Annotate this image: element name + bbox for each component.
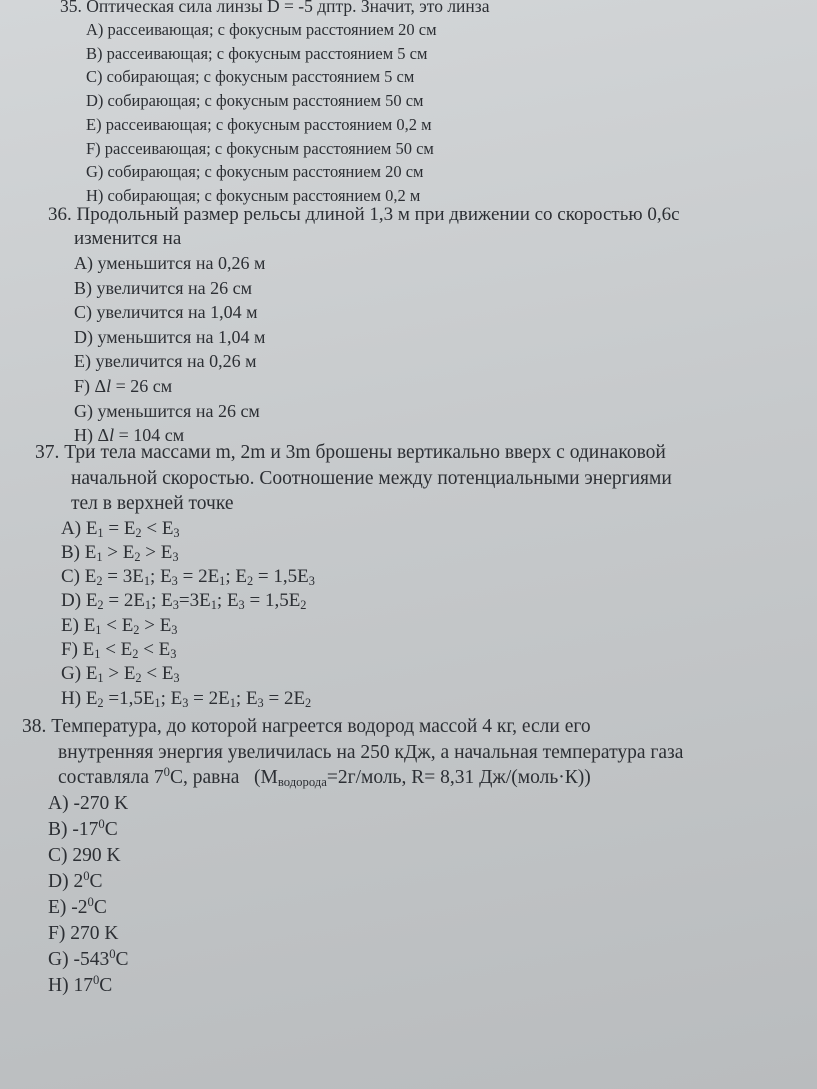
option-h: H) $17^0C$ (48, 972, 113, 996)
option-e: E) рассеивающая; с фокусным расстоянием 0,2 м (86, 114, 432, 134)
length-symbol: l (106, 375, 112, 396)
option-b: B) увеличится на 26 см (74, 277, 253, 298)
option-value: = 104 см (114, 425, 185, 446)
option-f (74, 374, 680, 399)
delta-symbol: Δ (94, 375, 107, 396)
option-d: D) уменьшится на 1,04 м (74, 326, 266, 347)
question-36 (48, 203, 680, 448)
question-38-text-line2: внутренняя энергия увеличилась на 250 кДж, а начальная температура газа (58, 741, 684, 763)
option-e: E) $E_1 < E_2 > E_3$ (61, 614, 178, 637)
option-d: D) собирающая; с фокусным расстоянием 50 см (86, 91, 424, 111)
option-e: E) увеличится на 0,26 м (74, 351, 257, 372)
option-a: A) $E_1 = E_2 < E_3$ (61, 517, 180, 540)
option-a: A) уменьшится на 0,26 м (74, 253, 266, 273)
question-37-options (61, 517, 672, 711)
option-d: D) $E_2 = 2E_1$; $E_3=3E_1$; $E_3 = 1,5E_2$ (61, 590, 307, 613)
question-37-text-line2: начальной скоростью. Соотношение между потенциальными энергиями (71, 467, 672, 489)
option-g: G) $-543^0C$ (48, 946, 129, 970)
question-37-text-line3: тел в верхней точке (71, 493, 234, 514)
question-36-text-line2: изменится на (74, 228, 182, 249)
option-c: C) 290 K (48, 844, 121, 866)
option-d: D) $2^0C$ (48, 868, 103, 892)
option-g: G) собирающая; с фокусным расстоянием 20 см (86, 162, 424, 182)
option-c: C) увеличится на 1,04 м (74, 302, 258, 323)
option-b: B) $E_1 > E_2 > E_3$ (61, 541, 179, 564)
option-a: A) -270 K (48, 792, 129, 814)
question-38 (22, 714, 683, 999)
option-c: C) собирающая; с фокусным расстоянием 5 см (86, 67, 415, 87)
question-36-options (74, 251, 680, 448)
delta-symbol: Δ (97, 425, 110, 446)
option-b: B) $-17^0C$ (48, 816, 118, 840)
question-38-options (48, 791, 683, 999)
option-value: = 26 см (111, 375, 173, 396)
option-g: G) уменьшится на 26 см (74, 400, 260, 421)
option-c: C) $E_2 = 3E_1$; $E_3 = 2E_1$; $E_2 = 1,5E_3$ (61, 566, 315, 589)
question-35-options (86, 18, 489, 208)
option-f: F) $E_1 < E_2 < E_3$ (61, 638, 177, 662)
question-35-text: 35. Оптическая сила линзы D = -5 дптр. Значит, это линза (60, 0, 490, 16)
option-letter: H) (74, 425, 98, 446)
option-e: E) $-2^0C$ (48, 894, 107, 918)
question-36-text-line1: 36. Продольный размер рельсы длиной 1,3 м при движении со скоростью 0,6с (48, 204, 680, 225)
option-f: F) 270 K (48, 922, 119, 944)
question-38-text-line1: 38. Температура, до которой нагреется водород массой 4 кг, если его (22, 716, 591, 737)
option-letter: F) (74, 375, 95, 396)
question-35 (60, 0, 489, 208)
option-b: B) рассеивающая; с фокусным расстоянием 5 см (86, 43, 428, 63)
option-h: H) собирающая; с фокусным расстоянием 0,2 м (86, 185, 421, 205)
question-37-text-line1: 37. Три тела массами m, 2m и 3m брошены вертикально вверх с одинаковой (35, 442, 666, 463)
question-37 (35, 440, 672, 711)
option-f: F) рассеивающая; с фокусным расстоянием 50 см (86, 138, 434, 158)
option-a: A) рассеивающая; с фокусным расстоянием 20 см (86, 20, 437, 39)
option-h: H) $E_2 =1,5E_1$; $E_3 = 2E_1$; $E_3 = 2E_2$ (61, 687, 312, 710)
option-g: G) $E_1 > E_2 < E_3$ (61, 663, 180, 686)
length-symbol: l (109, 425, 115, 446)
question-38-text-line3: составляла $7^0C$, равна ($M_{водорода}=2г$/моль, R= 8,31 Дж/(моль·К)) (58, 765, 591, 790)
